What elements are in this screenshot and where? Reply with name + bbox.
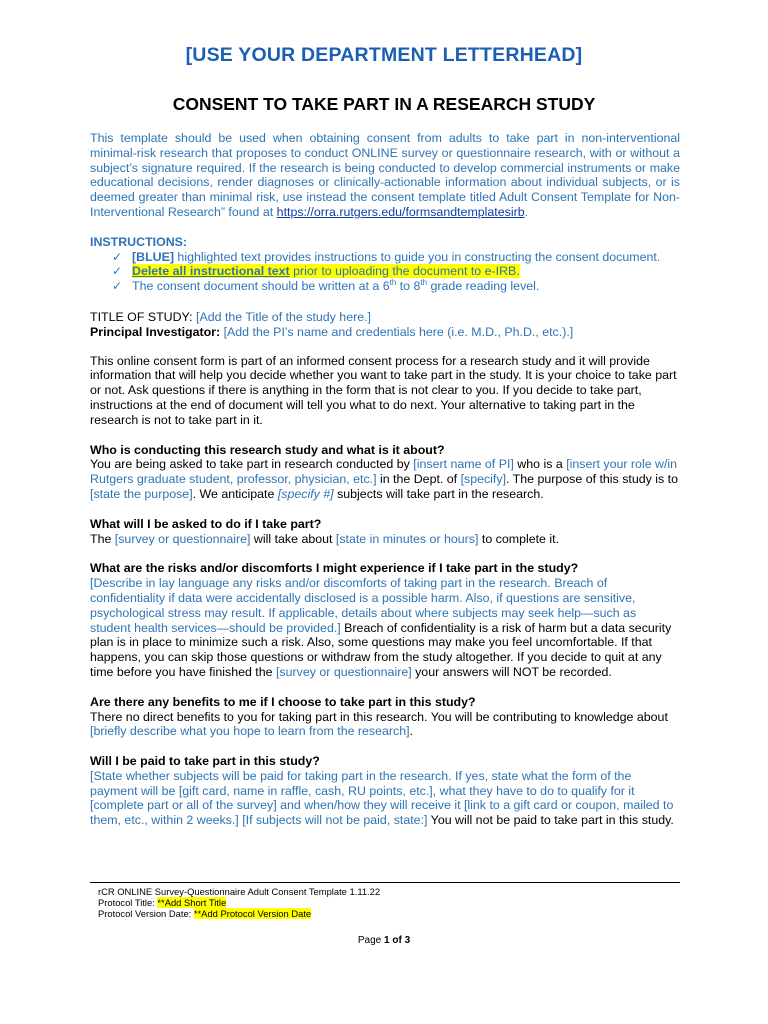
instruction-placeholder: [state the purpose] <box>90 486 193 501</box>
section-body-risks <box>90 576 680 680</box>
section-heading-paid: Will I be paid to take part in this study? <box>90 754 320 769</box>
body-text: You are being asked to take part in research conducted by <box>90 457 414 472</box>
instructions-list <box>90 250 680 294</box>
page-number-prefix: Page <box>357 935 384 946</box>
section-body-paid <box>90 769 680 828</box>
protocol-title-line <box>98 897 380 908</box>
section-body-benefits <box>90 710 680 740</box>
body-text: . <box>409 724 414 739</box>
body-text: There no direct benefits to you for taking part in this research. You will be contributing to knowledge about <box>90 709 668 724</box>
page-number-total: 3 <box>404 935 411 946</box>
check-icon: ✓ <box>112 279 123 294</box>
principal-investigator-label: Principal Investigator: <box>90 324 221 339</box>
instruction-placeholder: [survey or questionnaire] <box>275 664 412 679</box>
principal-investigator <box>90 325 680 340</box>
template-intro-text: This template should be used when obtaining consent from adults to take part in non-interventional minimal-risk research that proposes to conduct ONLINE survey or questionnaire research, with or without a subject’s signature required. If the research is being conducted to develop commercial instruments or make educational decisions, render diagnoses or clinically-actionable information about individual subjects, or is deemed greater than minimal risk, use instead the consent template titled Adult Consent Template for Non-Interventional Research” found at <box>90 131 680 219</box>
instruction-placeholder: [state in minutes or hours] <box>335 531 479 546</box>
body-text: . We anticipate <box>192 486 278 501</box>
instruction-text-part: The consent document should be written at a 6 <box>132 279 390 294</box>
page-number <box>0 935 768 946</box>
section-body-asked <box>90 532 680 547</box>
page-footer <box>98 886 380 920</box>
section-heading-risks: What are the risks and/or discomforts I might experience if I take part in the study? <box>90 561 579 576</box>
title-of-study-value: [Add the Title of the study here.] <box>192 309 371 324</box>
forms-templates-link[interactable]: https://orra.rutgers.edu/formsandtemplatesirb <box>276 204 525 219</box>
template-intro <box>90 131 680 220</box>
body-text: The <box>90 531 115 546</box>
section-heading-asked: What will I be asked to do if I take part? <box>90 516 322 531</box>
title-of-study <box>90 310 680 325</box>
body-text: subjects will take part in the research. <box>333 486 544 501</box>
instruction-placeholder: [insert your role w/in Rutgers graduate student, professor, physician, etc.] <box>90 457 678 487</box>
document-title: CONSENT TO TAKE PART IN A RESEARCH STUDY <box>172 94 596 114</box>
protocol-title-label: Protocol Title: <box>98 897 158 909</box>
page-number-of: of <box>389 935 405 946</box>
instruction-item-bold: Delete all instructional text <box>132 264 290 279</box>
protocol-version-label: Protocol Version Date: <box>98 908 194 920</box>
instruction-placeholder: [survey or questionnaire] <box>114 531 251 546</box>
instruction-item-text: highlighted text provides instructions to guide you in constructing the consent document. <box>173 249 661 264</box>
protocol-version-line <box>98 908 380 919</box>
instruction-item-text: prior to uploading the document to e-IRB. <box>289 264 520 279</box>
protocol-title-value: **Add Short Title <box>157 897 227 909</box>
ordinal-suffix: th <box>389 278 397 288</box>
instruction-placeholder: [Describe in lay language any risks and/or discomforts of taking part in the research. Breach of confidentiality if data were accidentally disclosed is a possible harm. Also, if questions are sensitive, psychological stress may result. If applicable, details about where subjects may seek help—such as student health services—should be provided.] <box>90 576 637 635</box>
ordinal-suffix: th <box>420 278 428 288</box>
instruction-item <box>112 250 680 265</box>
footer-divider <box>90 882 680 883</box>
check-icon: ✓ <box>112 249 123 264</box>
body-text: . The purpose of this study is to <box>506 472 678 487</box>
instruction-placeholder: [briefly describe what you hope to learn from the research] <box>90 724 410 739</box>
body-text: You will not be paid to take part in this study. <box>427 813 674 828</box>
title-of-study-label: TITLE OF STUDY: <box>90 309 193 324</box>
instruction-item-bold: [BLUE] <box>132 249 174 264</box>
instruction-placeholder: [specify] <box>460 472 507 487</box>
instruction-text-part: grade reading level. <box>427 279 540 294</box>
letterhead-placeholder: [USE YOUR DEPARTMENT LETTERHEAD] <box>185 44 583 66</box>
page-number-current: 1 <box>384 935 390 946</box>
body-text: who is a <box>513 457 567 472</box>
section-heading-benefits: Are there any benefits to me if I choose to take part in this study? <box>90 694 476 709</box>
template-intro-end: . <box>524 204 529 219</box>
body-text: in the Dept. of <box>376 472 461 487</box>
section-body-who <box>90 457 680 501</box>
check-icon: ✓ <box>112 264 123 279</box>
body-text: your answers will NOT be recorded. <box>411 664 612 679</box>
instruction-text-part: to 8 <box>396 279 421 294</box>
template-version-line: rCR ONLINE Survey-Questionnaire Adult Consent Template 1.11.22 <box>98 886 381 897</box>
section-heading-who: Who is conducting this research study and what is it about? <box>90 442 445 457</box>
intro-paragraph: This online consent form is part of an informed consent process for a research study and it will provide information that will help you decide whether you want to take part in the study. It is your choice to take part or not. Ask questions if there is anything in the form that is not clear to you. If you decide to take part, instructions at the end of document will tell you what to do next. Your alternative to taking part in the research is not to take part in it. <box>90 353 677 427</box>
highlighted-instruction <box>132 264 520 278</box>
instruction-item <box>112 264 680 279</box>
instruction-placeholder: [specify #] <box>277 486 334 501</box>
principal-investigator-value: [Add the PI’s name and credentials here (i.e. M.D., Ph.D., etc.).] <box>220 324 574 339</box>
instruction-placeholder: [State whether subjects will be paid for taking part in the research. If yes, state what the form of the payment will be [gift card, name in raffle, cash, RU points, etc.], what they have to do to qualify for it [complete part or all of the survey] and when/how they will receive it [link to a gift card or coupon, mailed to them, etc., within 2 weeks.] [If subjects will not be paid, state:] <box>90 768 674 828</box>
instruction-placeholder: [insert name of PI] <box>413 457 514 472</box>
body-text: to complete it. <box>478 531 560 546</box>
document-body <box>90 131 680 828</box>
instruction-item <box>112 279 680 294</box>
body-text: will take about <box>250 531 336 546</box>
instructions-heading: INSTRUCTIONS: <box>90 234 188 249</box>
body-text: Breach of confidentiality is a risk of harm but a data security plan is in place to minimize such a risk. Also, some questions may make you feel uncomfortable. If that happens, you can skip those questions or withdraw from the study altogether. If you decide to quit at any time before you have finished the <box>90 620 672 679</box>
protocol-version-value: **Add Protocol Version Date <box>193 908 312 920</box>
